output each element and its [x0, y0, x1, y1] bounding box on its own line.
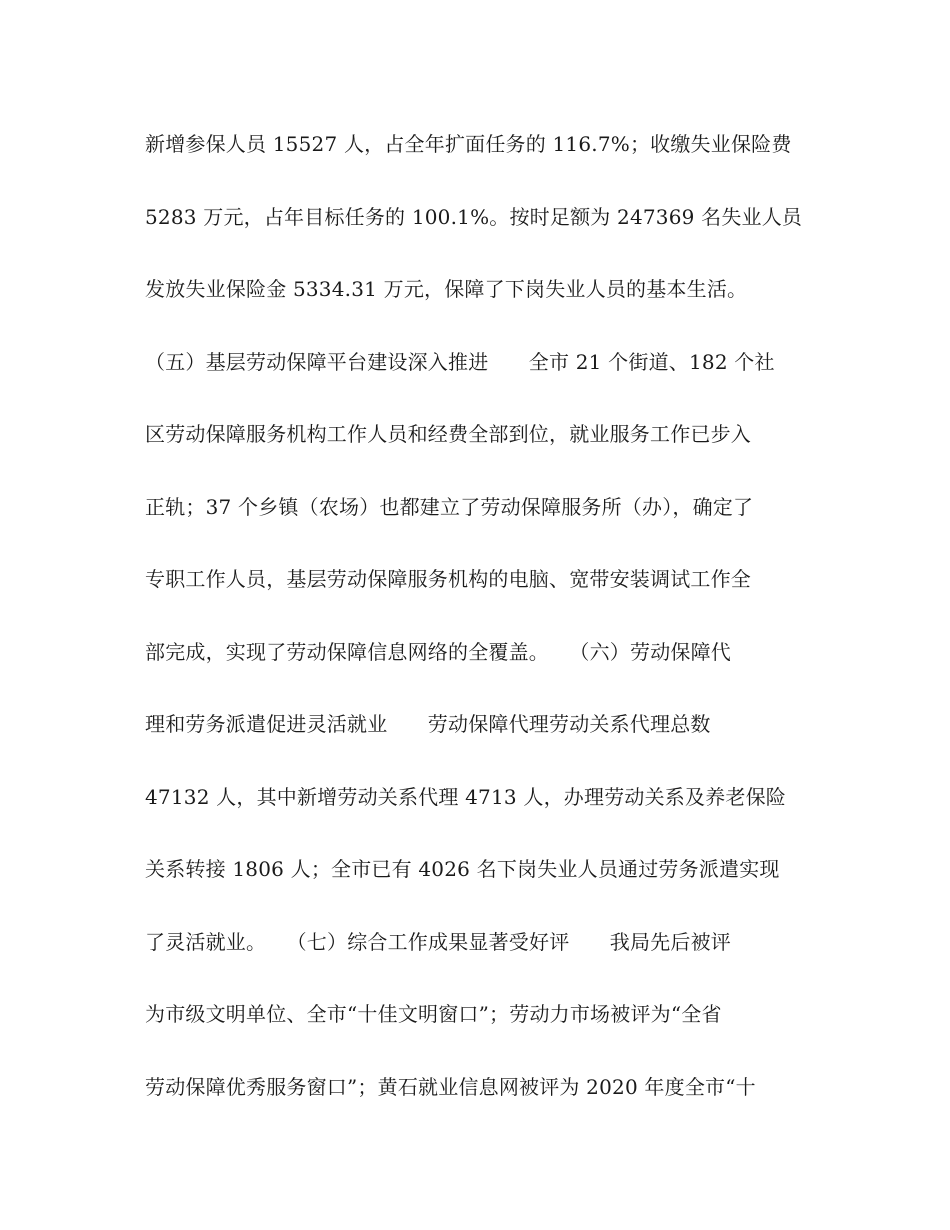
- text-line: 新增参保人员 15527 人，占全年扩面任务的 116.7%；收缴失业保险费: [145, 132, 792, 156]
- text-line: 专职工作人员，基层劳动保障服务机构的电脑、宽带安装调试工作全: [145, 567, 751, 591]
- text-line: 为市级文明单位、全市“十佳文明窗口”；劳动力市场被评为“全省: [145, 1002, 722, 1026]
- text-line: 正轨；37 个乡镇（农场）也都建立了劳动保障服务所（办），确定了: [145, 494, 754, 519]
- text-line: 部完成，实现了劳动保障信息网络的全覆盖。 （六）劳动保障代: [145, 639, 731, 664]
- body-text: [145, 124, 805, 1139]
- text-line: 发放失业保险金 5334.31 万元，保障了下岗失业人员的基本生活。: [145, 277, 748, 301]
- text-line: 劳动保障优秀服务窗口”；黄石就业信息网被评为 2020 年度全市“十: [145, 1074, 756, 1099]
- text-line: 了灵活就业。 （七）综合工作成果显著受好评 我局先后被评: [145, 929, 731, 954]
- text-line: （五）基层劳动保障平台建设深入推进 全市 21 个街道、182 个社: [145, 349, 775, 374]
- text-line: 47132 人，其中新增劳动关系代理 4713 人，办理劳动关系及养老保险: [145, 784, 786, 809]
- text-line: 理和劳务派遣促进灵活就业 劳动保障代理劳动关系代理总数: [145, 712, 711, 736]
- text-line: 关系转接 1806 人；全市已有 4026 名下岗失业人员通过劳务派遣实现: [145, 857, 780, 881]
- text-line: 区劳动保障服务机构工作人员和经费全部到位，就业服务工作已步入: [145, 422, 751, 446]
- text-line: 5283 万元，占年目标任务的 100.1%。按时足额为 247369 名失业人员: [145, 204, 803, 229]
